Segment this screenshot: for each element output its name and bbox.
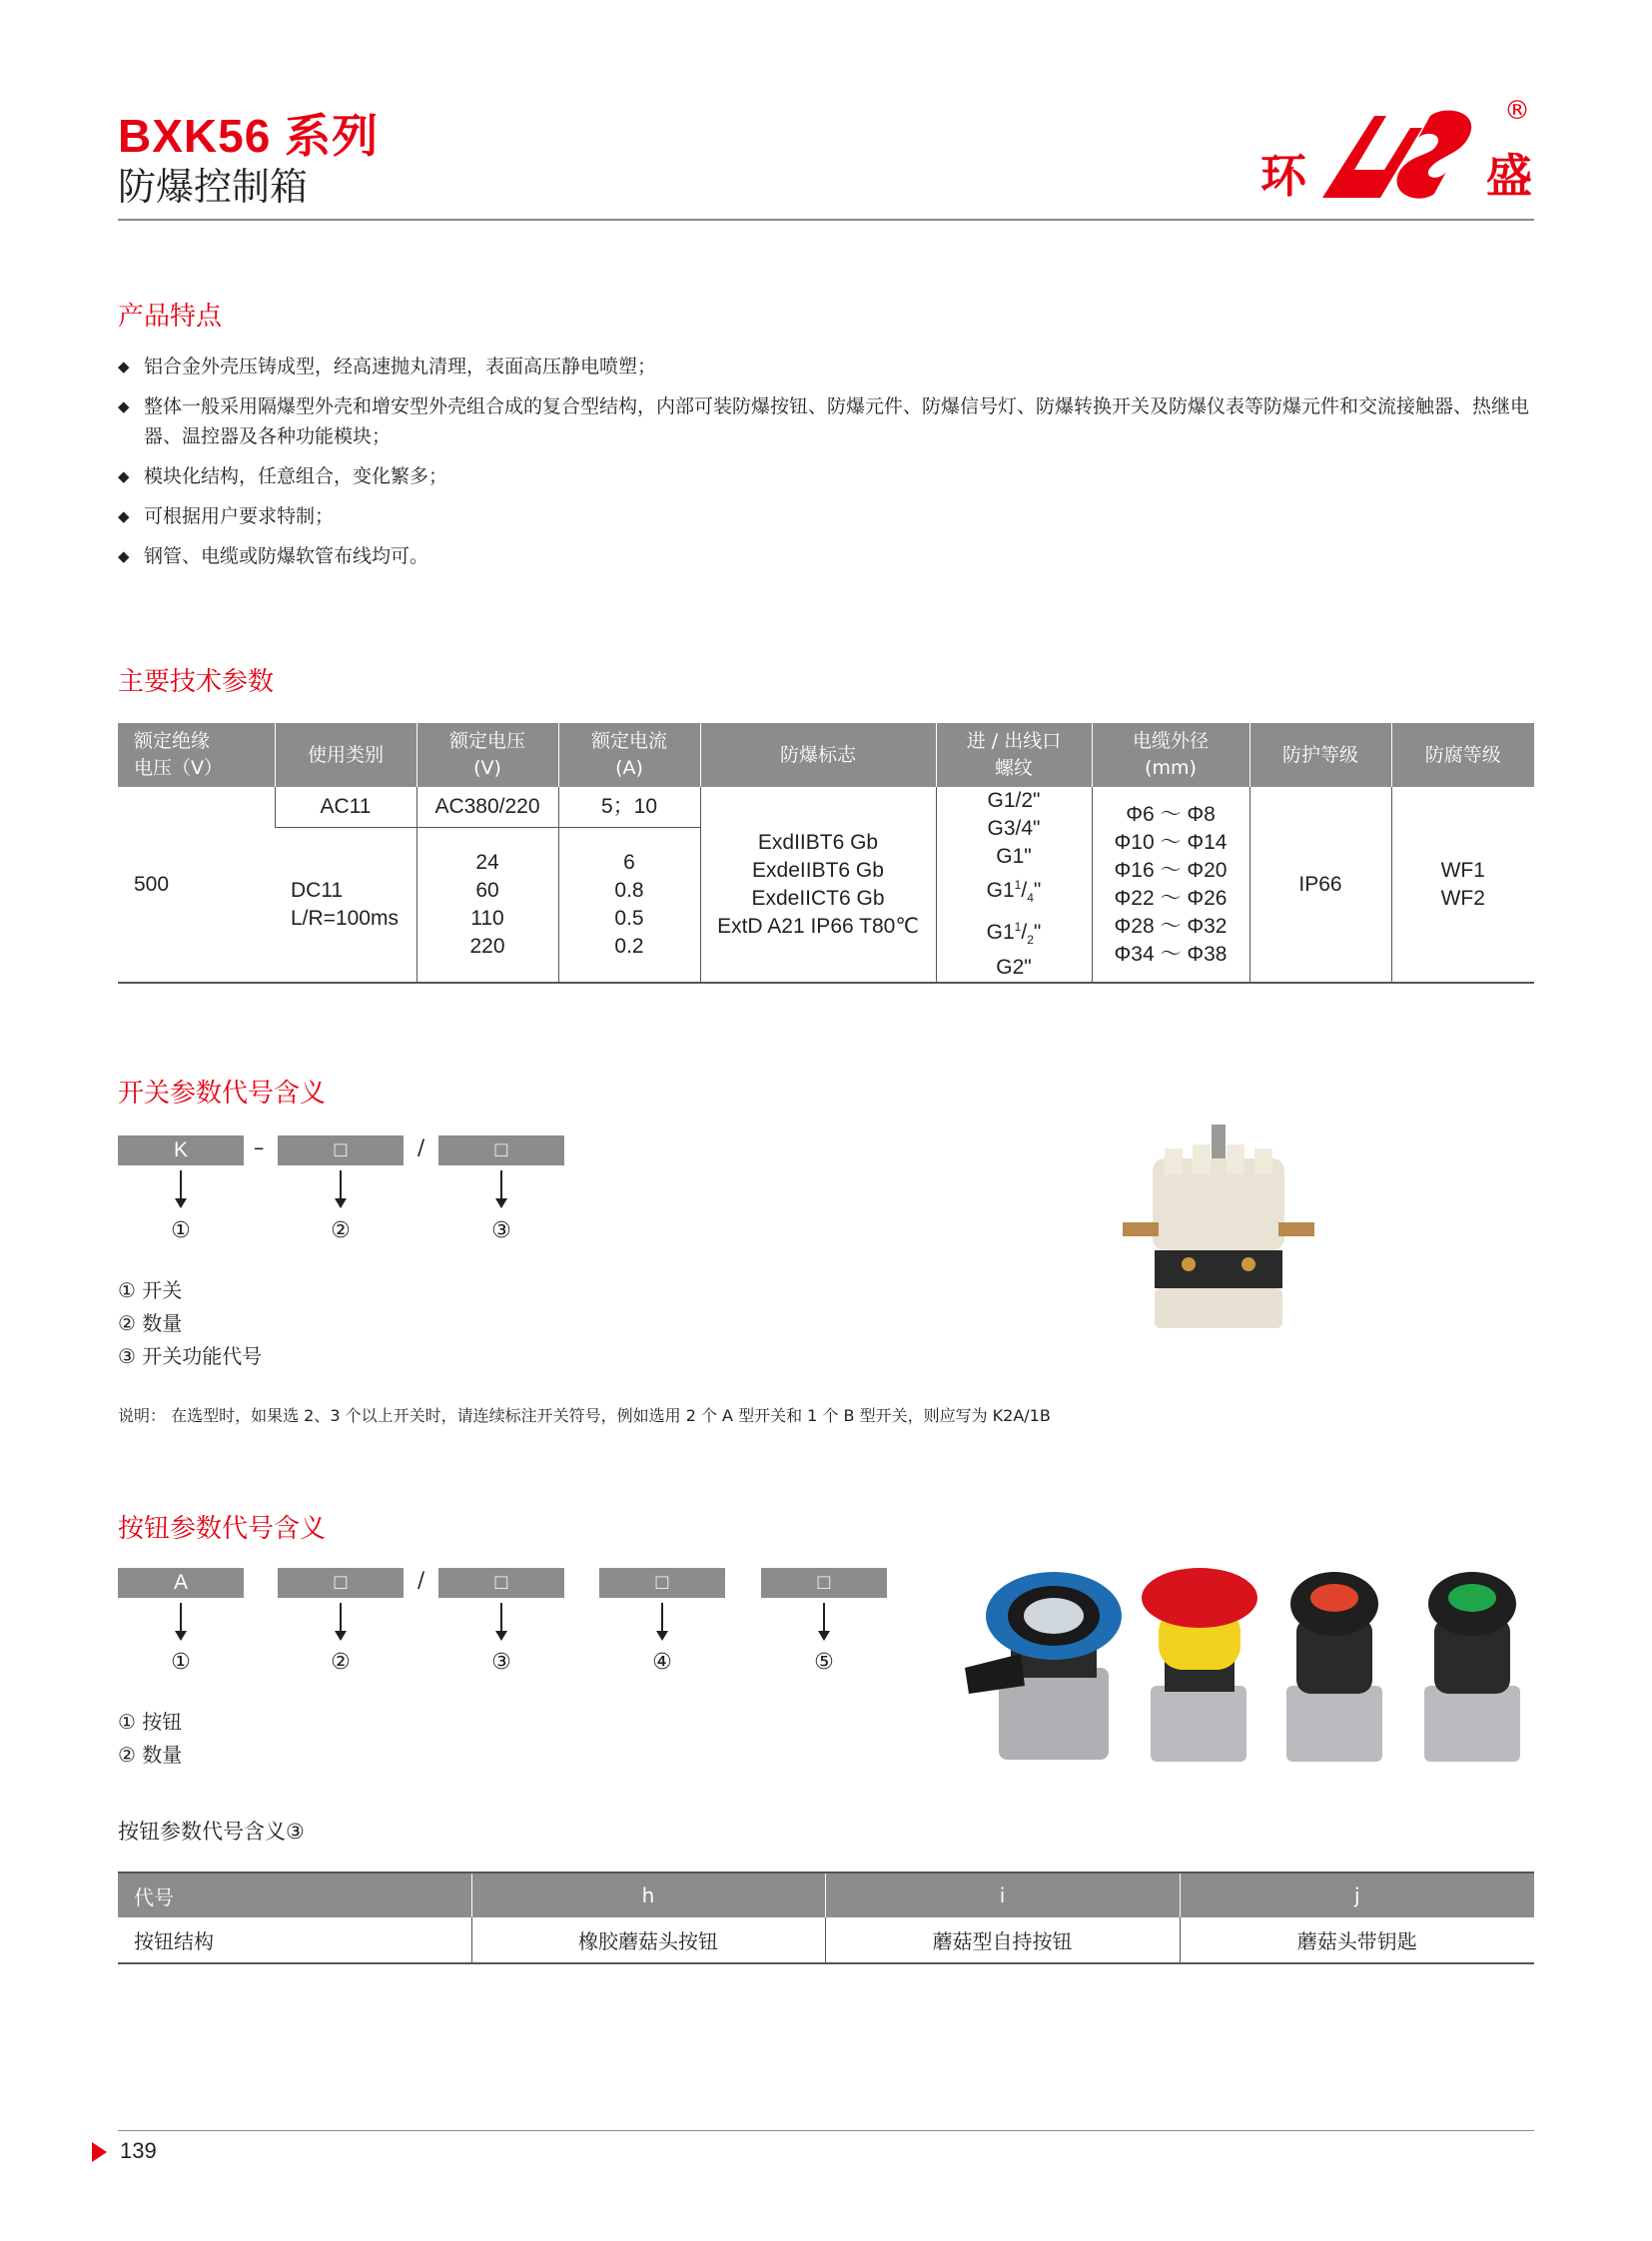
- tech-params-title: 主要技术参数: [118, 667, 275, 697]
- switch-code-box-func: □: [438, 1135, 564, 1165]
- switch-code-title: 开关参数代号含义: [118, 1079, 327, 1109]
- code-separator: /: [417, 1135, 425, 1159]
- dc-voltages: 24 60 110 220: [416, 827, 558, 983]
- page-marker-icon: [92, 2142, 107, 2162]
- cell-i: 蘑菇型自持按钮: [825, 1917, 1180, 1963]
- feature-item: ◆ 模块化结构，任意组合，变化繁多；: [118, 461, 1536, 491]
- col-header-h: h: [471, 1872, 825, 1917]
- feature-item: ◆ 可根据用户要求特制；: [118, 501, 1536, 531]
- code-number: ③: [491, 1218, 511, 1243]
- arrow-down-icon: [500, 1170, 502, 1206]
- protection-level: IP66: [1249, 787, 1391, 983]
- legend-item: ① 开关: [118, 1278, 183, 1302]
- table-row: [118, 787, 1534, 827]
- code-separator: /: [417, 1568, 425, 1592]
- row-label: 按钮结构: [118, 1917, 471, 1963]
- table-row: [118, 1917, 1534, 1963]
- cell-h: 橡胶蘑菇头按钮: [471, 1917, 825, 1963]
- tech-params-table: [118, 723, 1534, 984]
- ex-marks: ExdIIBT6 Gb ExdeIIBT6 Gb ExdeIICT6 Gb ExtD A21 IP66 T80℃: [700, 787, 936, 983]
- table-header-row: [118, 1872, 1534, 1917]
- code-number: ⑤: [814, 1650, 834, 1675]
- footer-divider: [118, 2130, 1534, 2131]
- legend-item: ③ 开关功能代号: [118, 1344, 263, 1368]
- features-list: [118, 352, 1536, 581]
- anticorrosion-level: WF1 WF2: [1391, 787, 1534, 983]
- col-header-j: j: [1180, 1872, 1534, 1917]
- feature-item: ◆ 铝合金外壳压铸成型，经高速抛丸清理，表面高压静电喷塑；: [118, 352, 1536, 381]
- code-number: ④: [652, 1650, 672, 1675]
- brand-logo: [1260, 96, 1540, 208]
- brand-char-right: 盛: [1486, 149, 1532, 203]
- col-header-anticorrosion: 防腐等级: [1391, 723, 1534, 787]
- page-subtitle: 防爆控制箱: [118, 165, 309, 209]
- col-header-category: 使用类别: [275, 723, 416, 787]
- dc-currents: 6 0.8 0.5 0.2: [558, 827, 700, 983]
- button-code-box-4: □: [599, 1568, 725, 1598]
- code-number: ②: [331, 1218, 351, 1243]
- button-structure-table: [118, 1871, 1534, 1964]
- cell-j: 蘑菇头带钥匙: [1180, 1917, 1534, 1963]
- arrow-down-icon: [340, 1603, 342, 1639]
- cable-od: Φ6 ～ Φ8 Φ10 ～ Φ14 Φ16 ～ Φ20 Φ22 ～ Φ26 Φ28 ～ Φ32 Φ34 ～ Φ38: [1092, 787, 1249, 983]
- code-number: ①: [171, 1218, 191, 1243]
- hs-logo-icon: [1314, 98, 1484, 208]
- switch-legend: [118, 1274, 262, 1373]
- arrow-down-icon: [661, 1603, 663, 1639]
- col-header-i: i: [825, 1872, 1180, 1917]
- legend-item: ① 按钮: [118, 1710, 183, 1734]
- arrow-down-icon: [823, 1603, 825, 1639]
- button-legend: [118, 1706, 182, 1772]
- button-code-title: 按钮参数代号含义: [118, 1514, 327, 1544]
- col-header-voltage: 额定电压 (V): [416, 723, 558, 787]
- dc-category: DC11 L/R=100ms: [275, 827, 416, 983]
- page-number: 139: [120, 2138, 157, 2163]
- buttons-photo: [959, 1558, 1538, 1768]
- legend-item: ② 数量: [118, 1311, 183, 1335]
- code-number: ③: [491, 1650, 511, 1675]
- arrow-down-icon: [180, 1170, 182, 1206]
- table-header-row: [118, 723, 1534, 787]
- arrow-down-icon: [500, 1603, 502, 1639]
- code-number: ①: [171, 1650, 191, 1675]
- switch-note: 说明： 在选型时，如果选 2、3 个以上开关时，请连续标注开关符号，例如选用 2 个 A 型开关和 1 个 B 型开关，则应写为 K2A/1B: [118, 1406, 1051, 1425]
- code-separator: –: [254, 1135, 265, 1159]
- col-header-ex-mark: 防爆标志: [700, 723, 936, 787]
- col-header-code: 代号: [118, 1872, 471, 1917]
- arrow-down-icon: [340, 1170, 342, 1206]
- ac-category: AC11: [275, 787, 416, 827]
- series-title: BXK56 系列: [118, 110, 380, 162]
- col-header-thread: 进 / 出线口 螺纹: [936, 723, 1092, 787]
- threads: G1/2" G3/4" G1" $G1^1/_4$" $G1^1/_2$" G2": [936, 787, 1092, 983]
- switch-code-box-qty: □: [278, 1135, 404, 1165]
- col-header-cable-od: 电缆外径 (mm): [1092, 723, 1249, 787]
- header-divider: [118, 219, 1534, 221]
- col-header-protection: 防护等级: [1249, 723, 1391, 787]
- col-header-current: 额定电流 (A): [558, 723, 700, 787]
- code-number: ②: [331, 1650, 351, 1675]
- registered-mark: ®: [1504, 96, 1530, 126]
- insulation-voltage: 500: [118, 787, 275, 983]
- button-code-box-5: □: [761, 1568, 887, 1598]
- feature-item: ◆ 钢管、电缆或防爆软管布线均可。: [118, 541, 1536, 571]
- col-header-insulation: 额定绝缘 电压（V）: [118, 723, 275, 787]
- brand-char-left: 环: [1260, 149, 1306, 203]
- feature-item: ◆ 整体一般采用隔爆型外壳和增安型外壳组合成的复合型结构，内部可装防爆按钮、防爆元件、防爆信号灯、防爆转换开关及防爆仪表等防爆元件和交流接触器、热继电器、温控器及各种功能模块；: [118, 391, 1536, 451]
- rotary-switch-photo: [1119, 1119, 1318, 1338]
- arrow-down-icon: [180, 1603, 182, 1639]
- legend-item: ② 数量: [118, 1743, 183, 1767]
- button-code-box-3: □: [438, 1568, 564, 1598]
- button-table-title: 按钮参数代号含义③: [118, 1820, 305, 1844]
- features-title: 产品特点: [118, 302, 223, 332]
- button-code-box-qty: □: [278, 1568, 404, 1598]
- switch-code-box-k: K: [118, 1135, 244, 1165]
- button-code-box-a: A: [118, 1568, 244, 1598]
- ac-voltage: AC380/220: [416, 787, 558, 827]
- ac-current: 5；10: [558, 787, 700, 827]
